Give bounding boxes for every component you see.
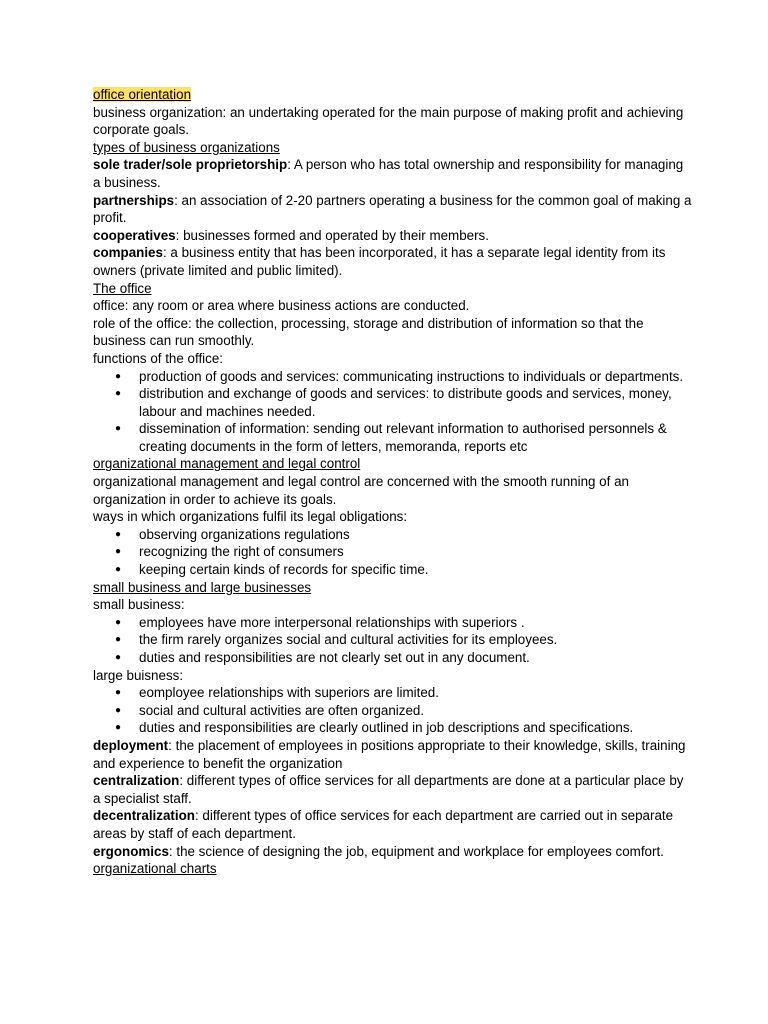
list-item: ● recognizing the right of consumers — [139, 543, 693, 561]
functions-intro: functions of the office: — [93, 350, 224, 366]
term-ergonomics — [93, 843, 693, 861]
functions-list — [93, 368, 693, 456]
term-deployment — [93, 737, 693, 772]
office-heading: The office — [93, 280, 152, 296]
term: companies — [93, 245, 163, 261]
type-partnerships — [93, 192, 693, 227]
office-role: role of the office: the collection, processing, storage and distribution of information so that the business can run smoothly. — [93, 315, 644, 349]
org-management-heading: organizational management and legal control — [93, 456, 361, 472]
term: deployment — [93, 737, 169, 753]
large-business-intro: large buisness: — [93, 667, 184, 683]
list-item: ● duties and responsibilities are not clearly set out in any document. — [139, 649, 693, 667]
business-organization-definition: business organization: an undertaking operated for the main purpose of making profit and achieving corporate goals. — [93, 104, 684, 138]
list-item: ● distribution and exchange of goods and services: to distribute goods and services, money, labour and machines needed. — [139, 385, 693, 420]
document-body — [93, 86, 693, 878]
list-item: ● social and cultural activities are often organized. — [139, 702, 693, 720]
types-heading: types of business organizations — [93, 139, 280, 155]
type-sole-trader — [93, 156, 693, 191]
large-business-list — [93, 684, 693, 737]
term: centralization — [93, 773, 180, 789]
ways-intro: ways in which organizations fulfil its legal obligations: — [93, 509, 408, 525]
term: ergonomics — [93, 843, 169, 859]
ways-list — [93, 526, 693, 579]
term: partnerships — [93, 192, 175, 208]
definition: : the placement of employees in positions appropriate to their knowledge, skills, training and experience to benefit the organization — [93, 737, 686, 771]
list-item: ● employees have more interpersonal relationships with superiors . — [139, 614, 693, 632]
type-companies — [93, 244, 693, 279]
list-item: ● dissemination of information: sending out relevant information to authorised personnels & creating documents in the form of letters, memoranda, reports etc — [139, 420, 693, 455]
definition: : different types of office services for each department are carried out in separate areas by staff of each department. — [93, 808, 674, 841]
definition: : different types of office services for all departments are done at a particular place by a specialist staff. — [93, 773, 684, 806]
term: cooperatives — [93, 227, 176, 243]
small-business-list — [93, 614, 693, 667]
term-centralization — [93, 772, 693, 807]
small-large-heading: small business and large businesses — [93, 579, 312, 595]
list-item: ● eomployee relationships with superiors are limited. — [139, 684, 693, 702]
term-decentralization — [93, 807, 693, 842]
doc-title: office orientation — [93, 87, 192, 102]
list-item: ● keeping certain kinds of records for specific time. — [139, 561, 693, 579]
definition: : an association of 2-20 partners operating a business for the common goal of making a profit. — [93, 192, 692, 226]
org-charts-heading: organizational charts — [93, 861, 217, 877]
org-management-text: organizational management and legal control are concerned with the smooth running of an organization in order to achieve its goals. — [93, 474, 629, 507]
list-item: ● observing organizations regulations — [139, 526, 693, 544]
list-item: ● production of goods and services: communicating instructions to individuals or departments. — [139, 368, 693, 386]
type-cooperatives — [93, 227, 693, 245]
definition: : A person who has total ownership and responsibility for managing a business. — [93, 157, 684, 190]
office-definition: office: any room or area where business actions are conducted. — [93, 298, 470, 314]
small-business-intro: small business: — [93, 597, 185, 613]
definition: : the science of designing the job, equipment and workplace for employees comfort. — [168, 843, 664, 859]
definition: : businesses formed and operated by their members. — [175, 227, 489, 243]
term: decentralization — [93, 808, 195, 824]
term: sole trader/sole proprietorship — [93, 157, 288, 173]
list-item: ● duties and responsibilities are clearly outlined in job descriptions and specifications. — [139, 719, 693, 737]
list-item: ● the firm rarely organizes social and cultural activities for its employees. — [139, 631, 693, 649]
definition: : a business entity that has been incorporated, it has a separate legal identity from its owners (private limited and public limited). — [93, 245, 666, 278]
